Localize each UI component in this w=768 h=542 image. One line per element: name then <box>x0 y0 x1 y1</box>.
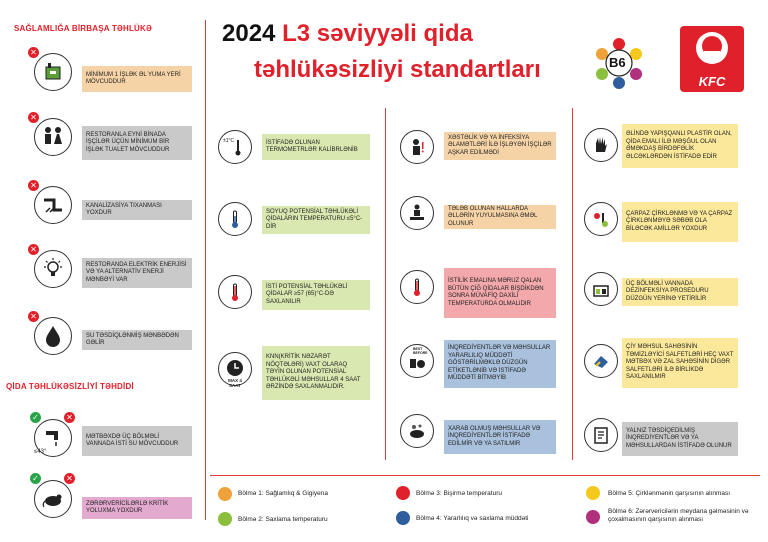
col2-item-text: TƏLƏB OLUNAN HALLARDA ƏLLƏRİN YUYULMASINA ƏMƏL OLUNUR <box>444 205 556 229</box>
best-before-icon <box>400 344 434 378</box>
col3-item-text: YALNIZ TƏSDİQEDİLMİŞ İNQREDİYENTLƏR VƏ YA MƏHSULLARDAN İSTİFADƏ OLUNUR <box>622 422 738 456</box>
left-item-text: RESTORANLA EYNİ BİNADA İŞÇİLƏR ÜÇÜN MİNİMUM BİR İŞLƏK TUALET MÖVCUDDUR <box>82 126 192 160</box>
col2-item-text: İSTİLİK EMALINA MƏRUZ QALAN BÜTÜN ÇİĞ QİDALAR BİŞDİKDƏN SONRA MÜVAFİQ DAXİLİ TEMPERATURDA OLMALIDIR <box>444 268 556 318</box>
legend-dot-4 <box>396 511 410 525</box>
left-item-text: ZƏRƏRVERİCİLƏRLƏ KRİTİK YOLUXMA YOXDUR <box>82 497 192 519</box>
b6-logo <box>592 36 646 90</box>
handwash-sink-icon <box>34 53 72 91</box>
col3-item-text: ƏLİNDƏ YAPIŞQANLI PLASTİR OLAN, QİDA EMALI İLƏ MƏŞĞUL OLAN ƏMƏKDAŞ BİRDƏFƏLİK ƏLCƏKLƏRDƏN İSTİFADƏ EDİR <box>622 124 738 168</box>
x-mark-icon: ✕ <box>28 180 39 191</box>
legend-dot-5 <box>586 486 600 500</box>
page-title-line2: təhlükəsizliyi standartları <box>254 56 541 83</box>
col2-item-text: İNQREDİYENTLƏR VƏ MƏHSULLAR YARARLILIQ MÜDDƏTİ GÖSTƏRİLMƏKLƏ DÜZGÜN ETİKETLƏNİB VƏ İSTİFADƏ MÜDDƏTİ BİTMƏYİB <box>444 340 556 388</box>
legend-top-rule <box>210 475 760 476</box>
column-divider-1 <box>385 108 386 460</box>
legend-dot-2 <box>218 512 232 526</box>
x-mark-icon: ✕ <box>64 412 75 423</box>
col3-item-text: ÇARPAZ ÇİRKLƏNMƏ VƏ YA ÇARPAZ ÇİRKLƏNMƏYƏ SƏBƏB OLA BİLƏCƏK AMİLLƏR YOXDUR <box>622 202 738 242</box>
kfc-logo-text: KFC <box>698 74 726 89</box>
left-item-text: MƏTBƏXDƏ ÜÇ BÖLMƏLİ VANNADA İSTİ SU MÖVCUDDUR <box>82 426 192 456</box>
legend-label: Bölmə 2: Saxlama temperaturu <box>238 516 328 523</box>
left-item-text: KANALİZASİYA TIXANMASI YOXDUR <box>82 200 192 220</box>
calibration-label: ±1°C <box>223 138 235 144</box>
max-hours-label: MAX 4 SAAT <box>228 378 242 388</box>
legend-dot-1 <box>218 487 232 501</box>
best-before-label: BEST BEFORE <box>413 347 428 355</box>
col1-item-text: KNN(KRİTİK NƏZARƏT NÖQTƏLƏRİ) VAXT OLARAQ TƏYİN OLUNAN POTENSİAL TƏHLÜKƏLİ MƏHSULLAR 4 SAAT ƏRZİNDƏ SAXLANMALIDIR. <box>262 346 370 400</box>
cold-thermometer-icon <box>218 202 252 236</box>
cooking-thermometer-icon <box>400 270 434 304</box>
kfc-logo <box>680 26 744 92</box>
col1-item-text: SOYUQ POTENSİAL TƏHLÜKƏLİ QİDALARIN TEMPERATURU ≤5°C-DİR <box>262 206 370 234</box>
rodent-icon <box>34 480 72 518</box>
b6-logo-text: B6 <box>609 55 626 70</box>
left-item-text: MİNİMUM 1 İŞLƏK ƏL YUMA YERİ MÖVCUDDUR <box>82 66 192 92</box>
hand-washing-icon <box>400 196 434 230</box>
spoiled-food-icon <box>400 414 434 448</box>
title-year: 2024 <box>222 20 276 47</box>
sanitizer-sink-icon <box>584 272 618 306</box>
col2-item-text: XƏSTƏLİK VƏ YA İNFEKSİYA ƏLAMƏTLƏRİ İLƏ İŞLƏYƏN İŞÇİLƏR AŞKAR EDİLMƏDİ <box>444 132 556 160</box>
legend-label: Bölmə 6: Zərərvericilərin meydana gəlməsinin və çoxalmasının qarşısının alınması <box>608 508 749 523</box>
x-mark-icon: ✕ <box>28 311 39 322</box>
x-mark-icon: ✕ <box>64 473 75 484</box>
check-mark-icon: ✓ <box>30 412 41 423</box>
toilet-people-icon <box>34 118 72 156</box>
drain-pipe-icon <box>34 186 72 224</box>
column-divider-2 <box>572 108 573 460</box>
left-item-text: SU TƏSDİQLƏNMİŞ MƏNBƏDƏN GƏLİR <box>82 330 192 350</box>
legend-label: Bölmə 3: Bişirmə temperaturu <box>416 490 502 497</box>
title-level: L3 <box>282 20 311 47</box>
light-bulb-icon <box>34 250 72 288</box>
cross-contamination-icon <box>584 202 618 236</box>
col3-item-text: ÇİY MƏHSUL SAHƏSİNİN TƏMİZLƏYİCİ SALFETLƏRİ HEÇ VAXT MƏTBƏX VƏ ZAL SAHƏSİNİN DİGƏR SALFETLƏRİ İLƏ BİRLİKDƏ SAXLANILMIR <box>622 338 738 388</box>
title-rest: səviyyəli qida <box>316 20 473 47</box>
approved-list-icon <box>584 418 618 452</box>
section-food-safety-title: QİDA TƏHLÜKƏSİZLİYİ TƏHDİDİ <box>6 382 134 391</box>
legend-dot-6 <box>586 510 600 524</box>
col2-item-text: XARAB OLMUŞ MƏHSULLAR VƏ İNQREDİYENTLƏR İSTİFADƏ EDİLMİR VƏ YA SATILMIR <box>444 420 556 454</box>
left-item-text: RESTORANDA ELEKTRİK ENERJİSİ VƏ YA ALTERNATİV ENERJİ MƏNBƏYİ VAR <box>82 258 192 288</box>
col1-item-text: İSTİFADƏ OLUNAN TERMOMETRLƏR KALİBRLƏNİB <box>262 134 370 160</box>
glove-icon <box>584 128 618 162</box>
thermometer-calibration-icon <box>218 130 252 164</box>
col3-item-text: ÜÇ BÖLMƏLİ VANNADA DEZİNFEKSİYA PROSEDURU DÜZGÜN YERİNƏ YETİRİLİR <box>622 278 738 306</box>
hot-thermometer-icon <box>218 275 252 309</box>
water-drop-icon <box>34 317 72 355</box>
section-health-hazard-title: SAĞLAMLIĞA BİRBAŞA TƏHLÜKƏ <box>14 24 152 33</box>
legend-label: Bölmə 5: Çirklənmənin qarşısının alınması <box>608 490 731 497</box>
x-mark-icon: ✕ <box>28 112 39 123</box>
legend-dot-3 <box>396 486 410 500</box>
legend-label: Bölmə 4: Yararlılıq və saxlama müddəti <box>416 515 529 522</box>
cleaning-cloth-icon <box>584 344 618 378</box>
x-mark-icon: ✕ <box>28 47 39 58</box>
check-mark-icon: ✓ <box>30 473 41 484</box>
temperature-label: ≤43° <box>34 449 47 455</box>
left-divider <box>205 20 206 520</box>
legend-label: Bölmə 1: Sağlamlıq & Gigiyena <box>238 490 328 497</box>
sick-worker-icon <box>400 130 434 164</box>
col1-item-text: İSTİ POTENSİAL TƏHLÜKƏLİ QİDALAR ≥57 (65)°C-DƏ SAXLANILIR <box>262 280 370 310</box>
page-title-line1 <box>222 20 473 48</box>
x-mark-icon: ✕ <box>28 244 39 255</box>
